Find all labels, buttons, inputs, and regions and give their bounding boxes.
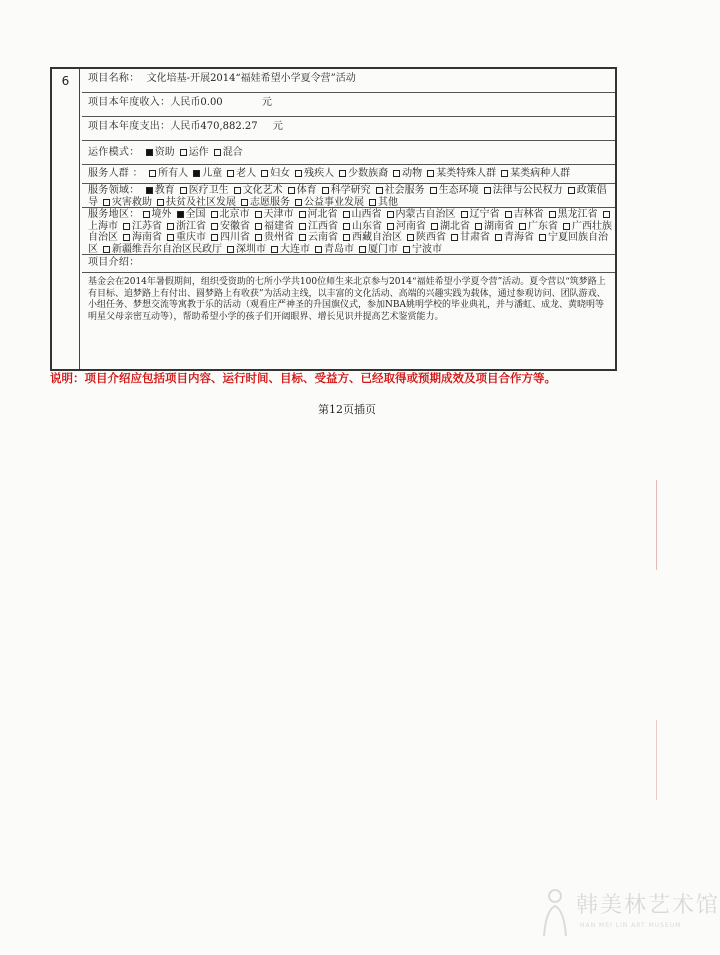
- option-label: 志愿服务: [250, 196, 290, 208]
- option-item: [296, 209, 338, 220]
- option-label: 运作: [188, 147, 209, 158]
- checkbox-unchecked: [519, 223, 526, 230]
- option-item: [174, 209, 206, 220]
- option-item: [268, 244, 310, 255]
- option-item: [424, 168, 496, 179]
- option-item: [336, 168, 388, 179]
- option-label: 大连市: [280, 243, 310, 255]
- checkbox-unchecked: [603, 211, 610, 218]
- expense-unit: 元: [272, 121, 283, 132]
- option-label: 残疾人: [304, 168, 335, 179]
- option-label: 天津市: [263, 209, 294, 220]
- option-label: 宁波市: [412, 243, 442, 255]
- option-item: [140, 209, 172, 220]
- option-label: 青岛市: [324, 243, 354, 255]
- checkbox-unchecked: [431, 223, 438, 230]
- checkbox-unchecked: [393, 170, 400, 177]
- checkbox-unchecked: [227, 170, 234, 177]
- checkbox-unchecked: [299, 211, 306, 218]
- project-name-label: 项目名称：: [88, 73, 140, 84]
- option-label: 内蒙古自治区: [395, 209, 456, 220]
- option-item: [400, 244, 442, 255]
- option-label: 江西省: [308, 220, 338, 232]
- option-item: [373, 185, 425, 196]
- option-item: [390, 168, 422, 179]
- option-label: 新疆维吾尔自治区民政厅: [112, 243, 222, 255]
- option-label: 湖南省: [484, 220, 514, 232]
- row-number: 6: [52, 69, 80, 369]
- option-label: 社会服务: [384, 185, 425, 196]
- option-item: [404, 232, 446, 243]
- checkbox-unchecked: [549, 211, 556, 218]
- option-label: 青海省: [504, 232, 534, 243]
- option-item: [146, 168, 188, 179]
- option-item: [208, 209, 250, 220]
- checkbox-unchecked: [403, 246, 410, 253]
- option-label: 动物: [402, 168, 423, 179]
- option-item: [292, 197, 364, 208]
- checkbox-unchecked: [501, 170, 508, 177]
- option-label: 妇女: [270, 168, 291, 179]
- income-label: 项目本年度收入：: [88, 97, 171, 108]
- option-label: 扶贫及社区发展: [166, 196, 236, 208]
- checkbox-unchecked: [427, 170, 434, 177]
- checkbox-unchecked: [461, 211, 468, 218]
- option-label: 某类病种人群: [510, 168, 571, 179]
- option-label: 重庆市: [176, 232, 206, 243]
- option-label: 浙江省: [176, 220, 206, 232]
- option-item: [208, 232, 250, 243]
- option-item: [384, 221, 426, 232]
- watermark-logo: [538, 886, 720, 942]
- option-label: 广西壮族自治区: [88, 220, 612, 243]
- page-edge-mark: [656, 480, 657, 570]
- intro-label: 项目介绍：: [88, 257, 140, 268]
- option-label: 灾害救助: [112, 196, 152, 208]
- option-label: 儿童: [202, 168, 223, 179]
- option-item: [231, 185, 283, 196]
- population-label: 服务人群 ：: [88, 168, 143, 179]
- option-label: 生态环境: [438, 185, 479, 196]
- option-item: [492, 232, 534, 243]
- fields-options: [88, 185, 607, 208]
- checkbox-checked: [146, 149, 153, 156]
- option-item: [224, 168, 256, 179]
- option-item: [384, 209, 456, 220]
- option-label: 教育: [154, 185, 175, 196]
- option-item: [208, 221, 250, 232]
- option-item: [516, 221, 558, 232]
- option-label: 深圳市: [236, 243, 266, 255]
- option-item: [285, 185, 317, 196]
- note-text: 说明：项目介绍应包括项目内容、运行时间、目标、受益方、已经取得或预期成效及项目合作方等。: [50, 371, 556, 385]
- project-table: [50, 67, 617, 371]
- option-item: [211, 147, 243, 158]
- option-label: 政策倡导: [88, 185, 607, 208]
- regions-options: [88, 209, 612, 255]
- regions-label: 服务地区：: [88, 209, 140, 220]
- option-label: 老人: [236, 168, 257, 179]
- option-item: [428, 221, 470, 232]
- option-item: [120, 232, 162, 243]
- option-item: [190, 168, 222, 179]
- expense-label: 项目本年度支出：: [88, 121, 171, 132]
- option-label: 西藏自治区: [352, 232, 402, 243]
- option-label: 全国: [185, 209, 206, 220]
- checkbox-unchecked: [343, 211, 350, 218]
- option-item: [340, 221, 382, 232]
- option-item: [427, 185, 479, 196]
- checkbox-unchecked: [261, 170, 268, 177]
- watermark-figure-icon: [538, 888, 572, 938]
- checkbox-unchecked: [157, 199, 164, 206]
- option-item: [472, 221, 514, 232]
- option-label: 河南省: [396, 220, 426, 232]
- checkbox-unchecked: [271, 246, 278, 253]
- checkbox-unchecked: [295, 170, 302, 177]
- checkbox-unchecked: [376, 187, 383, 194]
- option-label: 河北省: [307, 209, 338, 220]
- option-label: 某类特殊人群: [436, 168, 497, 179]
- watermark-subtext: HAN MEI LIN ART MUSEUM: [580, 922, 682, 929]
- option-item: [296, 232, 338, 243]
- option-label: 安徽省: [220, 220, 250, 232]
- intro-row: [82, 257, 615, 273]
- checkbox-checked: [146, 187, 153, 194]
- option-item: [366, 197, 398, 208]
- checkbox-unchecked: [563, 223, 570, 230]
- option-label: 体育: [296, 185, 317, 196]
- checkbox-unchecked: [149, 170, 156, 177]
- checkbox-unchecked: [369, 199, 376, 206]
- option-label: 陕西省: [416, 232, 446, 243]
- checkbox-unchecked: [495, 234, 502, 241]
- checkbox-unchecked: [167, 234, 174, 241]
- checkbox-unchecked: [180, 149, 187, 156]
- checkbox-unchecked: [255, 234, 262, 241]
- option-label: 医疗卫生: [188, 185, 229, 196]
- option-item: [546, 209, 598, 220]
- option-label: 辽宁省: [469, 209, 500, 220]
- option-item: [448, 232, 490, 243]
- option-item: [458, 209, 500, 220]
- option-label: 公益事业发展: [304, 196, 364, 208]
- option-label: 科学研究: [330, 185, 371, 196]
- income-row: [82, 97, 615, 117]
- checkbox-unchecked: [484, 187, 491, 194]
- option-label: 法律与公民权力: [492, 185, 563, 196]
- option-item: [252, 232, 294, 243]
- option-label: 海南省: [132, 232, 162, 243]
- option-item: [100, 197, 152, 208]
- checkbox-unchecked: [103, 246, 110, 253]
- option-label: 山东省: [352, 220, 382, 232]
- option-item: [154, 197, 236, 208]
- option-item: [481, 185, 563, 196]
- checkbox-unchecked: [288, 187, 295, 194]
- checkbox-unchecked: [505, 211, 512, 218]
- checkbox-unchecked: [451, 234, 458, 241]
- checkbox-unchecked: [430, 187, 437, 194]
- checkbox-unchecked: [343, 234, 350, 241]
- option-label: 云南省: [308, 232, 338, 243]
- option-item: [356, 244, 398, 255]
- option-label: 北京市: [219, 209, 250, 220]
- checkbox-unchecked: [103, 199, 110, 206]
- option-item: [258, 168, 290, 179]
- checkbox-unchecked: [214, 149, 221, 156]
- checkbox-unchecked: [227, 246, 234, 253]
- option-item: [238, 197, 290, 208]
- option-item: [502, 209, 544, 220]
- checkbox-unchecked: [568, 187, 575, 194]
- checkbox-unchecked: [180, 187, 187, 194]
- option-label: 广东省: [528, 220, 558, 232]
- option-label: 山西省: [351, 209, 382, 220]
- option-item: [252, 221, 294, 232]
- option-label: 宁夏回族自治区: [88, 232, 608, 255]
- mode-row: [82, 145, 615, 165]
- checkbox-unchecked: [211, 211, 218, 218]
- option-label: 少数族裔: [348, 168, 389, 179]
- option-label: 所有人: [158, 168, 189, 179]
- option-item: [224, 244, 266, 255]
- option-label: 境外: [151, 209, 172, 220]
- checkbox-unchecked: [315, 246, 322, 253]
- intro-text: 基金会在2014年暑假期间，组织受资助的七所小学共100位师生来北京参与2014“福娃希望小学夏令营”活动。夏令营以“筑梦路上有目标、追梦路上有付出、圆梦路上有收获”为活动主线，以丰富的文化活动、高端的兴趣实践为载体，通过参观访问、团队游戏、小组任务、梦想交流等寓教于乐的活动（观看庄严神圣的升国旗仪式，参加NBA姚明学校的毕业典礼，并与潘虹、成龙、黄晓明等明星父母亲密互动等），帮助希望小学的孩子们开阔眼界、增长见识并提高艺术鉴赏能力。: [88, 277, 606, 322]
- option-item: [120, 221, 162, 232]
- option-label: 厦门市: [368, 243, 398, 255]
- checkbox-unchecked: [255, 211, 262, 218]
- expense-row: [82, 121, 615, 141]
- checkbox-unchecked: [343, 223, 350, 230]
- fields-label: 服务领域：: [88, 185, 140, 196]
- checkbox-unchecked: [339, 170, 346, 177]
- checkbox-checked: [193, 170, 200, 177]
- option-label: 其他: [378, 196, 398, 208]
- checkbox-unchecked: [241, 199, 248, 206]
- option-item: [177, 185, 229, 196]
- option-item: [292, 168, 334, 179]
- option-item: [296, 221, 338, 232]
- population-row: [82, 166, 615, 184]
- checkbox-unchecked: [123, 234, 130, 241]
- income-unit: 元: [261, 97, 272, 108]
- checkbox-unchecked: [295, 199, 302, 206]
- option-item: [143, 185, 175, 196]
- option-item: [498, 168, 570, 179]
- project-name-value: 文化培基-开展2014“福娃希望小学夏令营”活动: [146, 73, 356, 84]
- checkbox-unchecked: [322, 187, 329, 194]
- project-name-row: [82, 73, 615, 93]
- option-label: 资助: [154, 147, 175, 158]
- option-label: 湖北省: [440, 220, 470, 232]
- option-label: 上海市: [88, 220, 118, 232]
- checkbox-unchecked: [211, 223, 218, 230]
- option-item: [252, 209, 294, 220]
- checkbox-unchecked: [143, 211, 150, 218]
- checkbox-unchecked: [255, 223, 262, 230]
- regions-row: [82, 209, 615, 255]
- page-label: 第12页插页: [318, 403, 376, 416]
- checkbox-unchecked: [123, 223, 130, 230]
- option-label: 黑龙江省: [557, 209, 598, 220]
- checkbox-unchecked: [387, 211, 394, 218]
- option-label: 福建省: [264, 220, 294, 232]
- page-edge-mark: [656, 720, 657, 800]
- expense-value: 人民币470,882.27: [170, 121, 258, 132]
- watermark-text: 韩美林艺术馆: [576, 893, 720, 918]
- mode-options: [143, 147, 245, 158]
- income-value: 人民币0.00: [170, 97, 223, 108]
- option-item: [340, 232, 402, 243]
- option-label: 四川省: [220, 232, 250, 243]
- checkbox-unchecked: [539, 234, 546, 241]
- population-options: [146, 168, 572, 179]
- checkbox-unchecked: [234, 187, 241, 194]
- checkbox-unchecked: [211, 234, 218, 241]
- option-item: [143, 147, 175, 158]
- option-item: [312, 244, 354, 255]
- checkbox-unchecked: [167, 223, 174, 230]
- option-label: 江苏省: [132, 220, 162, 232]
- option-item: [177, 147, 209, 158]
- option-item: [100, 244, 222, 255]
- option-item: [164, 221, 206, 232]
- checkbox-unchecked: [299, 234, 306, 241]
- option-label: 甘肃省: [460, 232, 490, 243]
- checkbox-checked: [177, 211, 184, 218]
- option-item: [164, 232, 206, 243]
- fields-row: [82, 185, 615, 208]
- option-label: 吉林省: [513, 209, 544, 220]
- checkbox-unchecked: [407, 234, 414, 241]
- checkbox-unchecked: [387, 223, 394, 230]
- checkbox-unchecked: [359, 246, 366, 253]
- checkbox-unchecked: [475, 223, 482, 230]
- mode-label: 运作模式：: [88, 147, 140, 158]
- option-label: 文化艺术: [242, 185, 283, 196]
- option-label: 贵州省: [264, 232, 294, 243]
- option-item: [319, 185, 371, 196]
- checkbox-unchecked: [299, 223, 306, 230]
- option-item: [340, 209, 382, 220]
- option-label: 混合: [222, 147, 243, 158]
